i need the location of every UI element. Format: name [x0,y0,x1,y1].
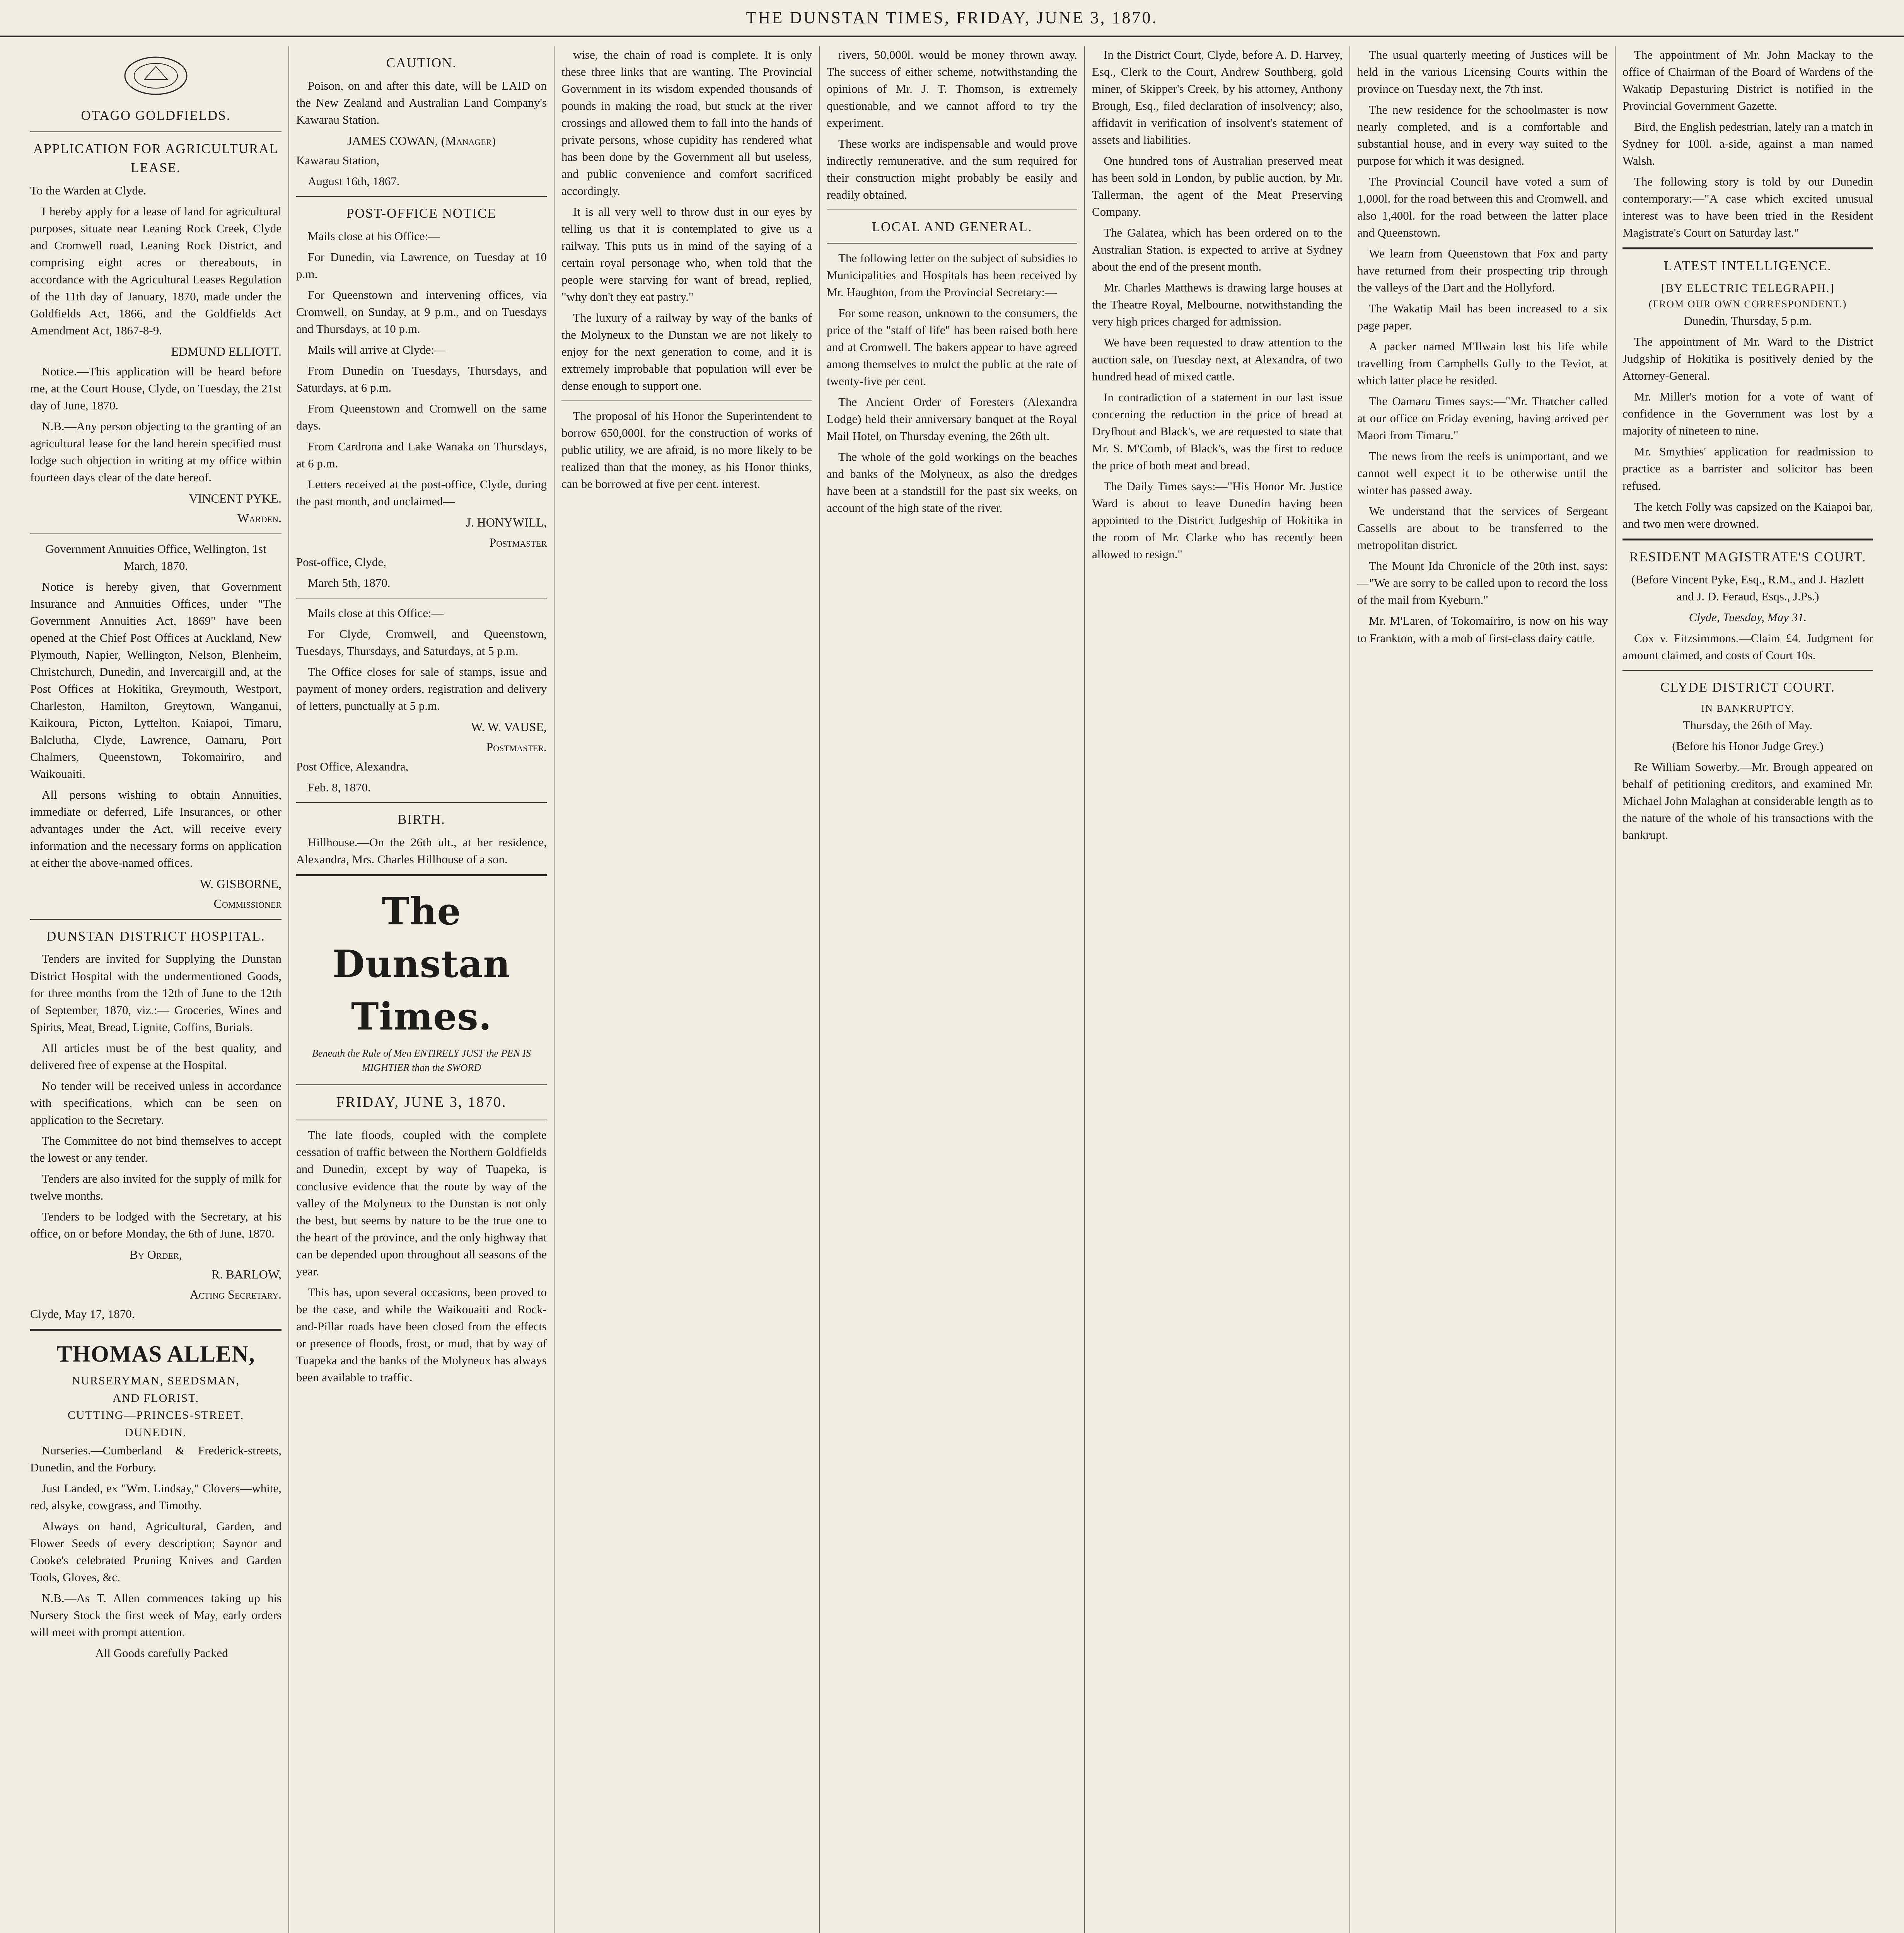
post-body: Mails will arrive at Clyde:— [308,343,447,356]
article-paragraph: Mr. M'Laren, of Tokomairiro, is now on his way to Frankton, with a mob of first-class dairy cattle. [1357,614,1608,645]
article-paragraph: The Provincial Council have voted a sum of 1,000l. for the road between this and Cromwell, and also 1,400l. for the road between the latter place and Queenstown. [1357,175,1608,240]
lease-addressee: To the Warden at Clyde. [30,184,147,198]
allen-body: Just Landed, ex "Wm. Lindsay," Clovers—white, red, alsyke, cowgrass, and Timothy. [30,1481,282,1512]
lease-warden: VINCENT PYKE. [189,491,282,505]
latest-heading: LATEST INTELLIGENCE. [1663,258,1832,274]
article-paragraph: Mr. Smythies' application for readmission to practice as a barrister and solicitor has been refused. [1622,445,1873,493]
article-paragraph: The ketch Folly was capsized on the Kaiapoi bar, and two men were drowned. [1622,499,1873,530]
article-paragraph: The proposal of his Honor the Superintendent to borrow 650,000l. for the construction of works of public utility, we are afraid, is no more likely to be realized than that the money, as his Honor thinks, can be borrowed at five per cent. interest. [561,409,812,491]
local-heading: LOCAL AND GENERAL. [872,219,1032,235]
issue-dateline: FRIDAY, JUNE 3, 1870. [336,1094,507,1110]
post-body: From Cardrona and Lake Wanaka on Thursdays, at 6 p.m. [296,440,547,470]
leader-paragraph: The late floods, coupled with the complete cessation of traffic between the Northern Goldfields and Dunedin, except by way of Tuapeka, is conclusive evidence that the route by way of the valley of the Molyneux to the Dunstan is not only the best, but seems by nature to be the true one to the heart of the province, and the only highway that can be depended upon throughout all seasons of the year. [296,1128,547,1278]
lease-notice: Notice.—This application will be heard before me, at the Court House, Clyde, on Tuesday, the 21st day of June, 1870. [30,364,282,412]
post2-body: Mails close at this Office:— [308,606,444,620]
allen-packed: All Goods carefully Packed [95,1646,228,1660]
post-body: Letters received at the post-office, Clyde, during the past month, and unclaimed— [296,477,547,508]
article-paragraph: For some reason, unknown to the consumers, the price of the "staff of life" has been raised both here and at Cromwell. The bakers appear to have agreed among themselves to mulct the public at the rate of twenty-five per cent. [827,306,1077,388]
caution-signer: JAMES COWAN, (Manager) [347,133,496,148]
lease-warden-title: Warden. [237,511,282,525]
article-paragraph: The Wakatip Mail has been increased to a six page paper. [1357,302,1608,332]
allen-nb: N.B.—As T. Allen commences taking up his Nursery Stock the first week of May, early orders will meet with prompt attention. [30,1591,282,1639]
article-paragraph: The Daily Times says:—"His Honor Mr. Justice Ward is about to leave Dunedin having been appointed to the District Judgeship of Hokitika in the room of Mr. Clarke who has recently been allowed to resign." [1092,479,1343,561]
latest-sub: [BY ELECTRIC TELEGRAPH.] [1661,281,1835,295]
article-paragraph: The new residence for the schoolmaster is now nearly completed, and is a comfortable and substantial house, and in every way suited to the purpose for which it was designed. [1357,103,1608,168]
section-heading: OTAGO GOLDFIELDS. [81,108,231,123]
article-paragraph: We learn from Queenstown that Fox and party have returned from their prospecting trip through the valleys of the Dart and the Hollyford. [1357,247,1608,295]
divider [296,196,547,197]
birth-heading: BIRTH. [398,812,445,827]
post2-body: For Clyde, Cromwell, and Queenstown, Tuesdays, Thursdays, and Saturdays, at 5 p.m. [296,627,547,658]
column-2 [288,46,554,1933]
caution-heading: CAUTION. [386,55,457,70]
column-5 [1084,46,1350,1933]
annuities-place: Government Annuities Office, Wellington, 1st March, 1870. [45,542,266,573]
post2-date: Feb. 8, 1870. [308,781,371,794]
lease-signer: EDMUND ELLIOTT. [171,344,282,359]
post-body: From Queenstown and Cromwell on the same days. [296,402,547,433]
divider [30,1329,282,1331]
annuities-signer: W. GISBORNE, [200,876,282,891]
column-3 [554,46,819,1933]
hospital-body: Tenders are also invited for the supply of milk for twelve months. [30,1171,282,1202]
article-paragraph: rivers, 50,000l. would be money thrown away. The success of either scheme, notwithstanding the opinions of Mr. J. T. Thomson, is extremely questionable, and we cannot afford to try the experiment. [827,48,1077,130]
birth-body: Hillhouse.—On the 26th ult., at her residence, Alexandra, Mrs. Charles Hillhouse of a son. [296,835,547,866]
hospital-signer-title: Acting Secretary. [189,1287,282,1301]
divider [1622,670,1873,671]
caution-place: Kawarau Station, [296,153,380,167]
article-paragraph: Cox v. Fitzsimmons.—Claim £4. Judgment for amount claimed, and costs of Court 10s. [1622,631,1873,662]
divider [30,131,282,132]
district-court-sub: IN BANKRUPTCY. [1701,703,1795,714]
post-place: Post-office, Clyde, [296,555,386,569]
article-paragraph: These works are indispensable and would prove indirectly remunerative, and the sum required for their construction might probably be easily and readily obtained. [827,137,1077,202]
post-body: From Dunedin on Tuesdays, Thursdays, and Saturdays, at 6 p.m. [296,364,547,395]
lease-nb: N.B.—Any person objecting to the granting of an agricultural lease for the land herein specified must lodge such objection in writing at my office within fourteen days clear of the date hereof. [30,419,282,484]
divider [30,919,282,920]
divider [296,874,547,876]
allen-street: CUTTING—PRINCES-STREET, [67,1409,244,1422]
rm-dateline: Clyde, Tuesday, May 31. [1689,610,1807,624]
rm-court-heading: RESIDENT MAGISTRATE'S COURT. [1629,549,1866,564]
divider [296,1084,547,1085]
column-4 [819,46,1084,1933]
district-court-dateline: Thursday, the 26th of May. [1683,718,1813,732]
post-body: For Queenstown and intervening offices, via Cromwell, on Sunday, at 9 p.m., and on Tuesdays and Thursdays, at 10 p.m. [296,288,547,336]
allen-and: AND FLORIST, [113,1391,199,1405]
motto: Beneath the Rule of Men ENTIRELY JUST the PEN IS MIGHTIER than the SWORD [312,1047,531,1073]
post2-signer: W. W. VAUSE, [471,720,547,734]
column-6 [1350,46,1615,1933]
article-paragraph: Bird, the English pedestrian, lately ran a match in Sydney for 100l. a-side, against a man named Walsh. [1622,120,1873,168]
hospital-body: No tender will be received unless in accordance with specifications, which can be seen on application to the Secretary. [30,1079,282,1127]
latest-correspondent: (FROM OUR OWN CORRESPONDENT.) [1648,298,1847,310]
article-paragraph: In the District Court, Clyde, before A. D. Harvey, Esq., Clerk to the Court, Andrew Southberg, gold miner, of Skipper's Creek, by his attorney, Anthony Brough, Esq., filed declaration of insolvency; also, affidavit in verification of insolvent's statement of assets and liabilities. [1092,48,1343,147]
paper-name: The Dunstan Times. [332,889,511,1039]
article-paragraph: The appointment of Mr. Ward to the District Judgship of Hokitika is positively denied by the Attorney-General. [1622,335,1873,383]
article-paragraph: It is all very well to throw dust in our eyes by telling us that it is contemplated to give us a railway. This puts us in mind of the saying of a certain royal personage who, when told that the people were starving for want of bread, replied, "why don't they eat pastry." [561,205,812,304]
post-date: March 5th, 1870. [308,576,391,590]
post2-body: The Office closes for sale of stamps, issue and payment of money orders, registration and delivery of letters, punctually at 5 p.m. [296,665,547,713]
article-paragraph: The following story is told by our Dunedin contemporary:—"A case which excited unusual interest was to have been tried in the Resident Magistrate's Court on Saturday last." [1622,175,1873,240]
caution-date: August 16th, 1867. [308,174,400,188]
column-7 [1615,46,1880,1933]
divider [827,243,1077,244]
article-paragraph: The Galatea, which has been ordered on to the Australian Station, is expected to arrive at Sydney about the end of the present month. [1092,226,1343,274]
post-body: Mails close at his Office:— [308,229,440,243]
article-paragraph: The following letter on the subject of subsidies to Municipalities and Hospitals has been received by Mr. Haughton, from the Provincial Secretary:— [827,251,1077,299]
article-paragraph: The news from the reefs is unimportant, and we cannot well expect it to be otherwise until the winter has passed away. [1357,449,1608,497]
lease-body: I hereby apply for a lease of land for agricultural purposes, situate near Leaning Rock Creek, Clyde and Cromwell road, Leaning Rock District, and comprising eight acres or thereabouts, in accordance with the Agricultural Leases Regulation of the 11th day of January, 1870, made under the Goldfields Act, 1866, and the Goldfields Act Amendment Act, 1867-8-9. [30,205,282,338]
annuities-signer-title: Commissioner [213,897,282,911]
divider [1622,247,1873,249]
post2-signer-title: Postmaster. [486,740,547,754]
leader-paragraph: This has, upon several occasions, been proved to be the case, and while the Waikouaiti and Rock-and-Pillar roads have been closed from the effects or presence of floods, frost, or mud, that by way of Tuapeka and the banks of the Molyneux has always been available to traffic. [296,1285,547,1384]
allen-town: DUNEDIN. [125,1426,187,1439]
post-signer: J. HONYWILL, [466,515,547,530]
rm-bench: (Before Vincent Pyke, Esq., R.M., and J. Hazlett and J. D. Feraud, Esqs., J.Ps.) [1631,573,1864,603]
article-paragraph: The Oamaru Times says:—"Mr. Thatcher called at our office on Friday evening, having arrived per Maori from Timaru." [1357,394,1608,442]
provincial-seal-icon [117,53,194,99]
hospital-body: Tenders to be lodged with the Secretary, at his office, on or before Monday, the 6th of June, 1870. [30,1209,282,1240]
post-body: For Dunedin, via Lawrence, on Tuesday at 10 p.m. [296,250,547,281]
article-paragraph: The Ancient Order of Foresters (Alexandra Lodge) held their anniversary banquet at the Royal Mail Hotel, on Thursday evening, the 26th ult. [827,395,1077,443]
caution-body: Poison, on and after this date, will be LAID on the New Zealand and Australian Land Company's Kawarau Station. [296,78,547,126]
allen-trade: NURSERYMAN, SEEDSMAN, [72,1374,240,1388]
hospital-body: Tenders are invited for Supplying the Dunstan District Hospital with the undermentioned Goods, for three months from the 12th of June to the 12th of September, 1870, viz.:— Groceries, Wines and Spirits, Meat, Bread, Lignite, Coffins, Burials. [30,952,282,1034]
article-paragraph: In contradiction of a statement in our last issue concerning the reduction in the price of bread at Dryfhout and Black's, we are requested to state that Mr. S. M'Comb, of Black's, was the first to reduce the price of both meat and bread. [1092,390,1343,472]
post-signer-title: Postmaster [489,535,547,549]
hospital-body: All articles must be of the best quality, and delivered free of expense at the Hospital. [30,1041,282,1072]
article-paragraph: We have been requested to draw attention to the auction sale, on Tuesday next, at Alexandra, of two hundred head of mixed cattle. [1092,336,1343,384]
article-paragraph: A packer named M'Ilwain lost his life while travelling from Campbells Gully to the Teviot, at which latter place he resided. [1357,339,1608,387]
district-court-judge: (Before his Honor Judge Grey.) [1672,739,1824,753]
hospital-heading: DUNSTAN DISTRICT HOSPITAL. [46,928,265,944]
article-paragraph: The appointment of Mr. John Mackay to the office of Chairman of the Board of Wardens of the Wakatip Depasturing District is notified in the Provincial Government Gazette. [1622,48,1873,113]
column-1 [23,46,288,1933]
hospital-order: By Order, [130,1247,182,1261]
annuities-body: Notice is hereby given, that Government Insurance and Annuities Offices, under "The Government Annuities Act, 1869" have been opened at the Chief Post Offices at Auckland, New Plymouth, Napier, Wellington, Nelson, Blenheim, Christchurch, Dunedin, and Invercargill and, at the Post Offices at Hokitika, Greymouth, Westport, Charleston, Hamilton, Greytown, Wanganui, Kaikoura, Picton, Lyttelton, Kaiapoi, Timaru, Balclutha, Clyde, Lawrence, Oamaru, Port Chalmers, Queenstown, Tokomairiro, and Waikouaiti. [30,580,282,781]
article-paragraph: The luxury of a railway by way of the banks of the Molyneux to the Dunstan we are not likely to enjoy for the next generation to come, and it is extremely improbable that population will ever be dense enough to support one. [561,311,812,393]
article-paragraph: The usual quarterly meeting of Justices will be held in the various Licensing Courts within the province on Tuesday next, the 7th inst. [1357,48,1608,96]
article-paragraph: Re William Sowerby.—Mr. Brough appeared on behalf of petitioning creditors, and examined Mr. Michael John Malaghan at considerable length as to the nature of the whole of his transactions with the bankrupt. [1622,760,1873,842]
lease-heading: APPLICATION FOR AGRICULTURAL LEASE. [33,141,279,176]
hospital-date: Clyde, May 17, 1870. [30,1307,135,1321]
allen-body: Always on hand, Agricultural, Garden, and Flower Seeds of every description; Saynor and Cooke's celebrated Pruning Knives and Garden Tools, Gloves, &c. [30,1519,282,1584]
columns [23,46,1881,1933]
annuities-body: All persons wishing to obtain Annuities, immediate or deferred, Life Insurances, or other advantages under the Act, will receive every information and the necessary forms on application at either the above-named offices. [30,788,282,869]
allen-nurseries: Nurseries.—Cumberland & Frederick-streets, Dunedin, and the Forbury. [30,1443,282,1474]
latest-dateline: Dunedin, Thursday, 5 p.m. [1684,314,1812,328]
article-paragraph: Mr. Charles Matthews is drawing large houses at the Theatre Royal, Melbourne, notwithstanding the very high prices charged for admission. [1092,281,1343,329]
article-paragraph: Mr. Miller's motion for a vote of want of confidence in the Government was lost by a majority of nineteen to nine. [1622,390,1873,438]
article-paragraph: The Mount Ida Chronicle of the 20th inst. says:—"We are sorry to be called upon to record the loss of the mail from Kyeburn." [1357,559,1608,607]
article-paragraph: One hundred tons of Australian preserved meat has been sold in London, by public auction, by Mr. Tallerman, the agent of the Meat Preserving Company. [1092,154,1343,219]
post-heading: POST-OFFICE NOTICE [346,206,496,221]
divider [296,802,547,803]
paper-title-block [296,885,547,1075]
allen-name: THOMAS ALLEN, [56,1341,255,1367]
divider [1622,539,1873,540]
article-paragraph: We understand that the services of Sergeant Cassells are about to be transferred to the metropolitan district. [1357,504,1608,552]
post2-place: Post Office, Alexandra, [296,760,409,773]
article-paragraph: wise, the chain of road is complete. It is only these three links that are wanting. The Provincial Government in its wisdom expended thousands of pounds in making the road, but stuck at the river crossings and allowed them to fall into the hands of private persons, whose cupidity has rendered what has been done by the Government all but useless, and public convenience and comfort sacrificed accordingly. [561,48,812,198]
masthead: THE DUNSTAN TIMES, FRIDAY, JUNE 3, 1870. [0,0,1904,37]
hospital-body: The Committee do not bind themselves to accept the lowest or any tender. [30,1134,282,1164]
article-paragraph: The whole of the gold workings on the beaches and banks of the Molyneux, as also the dredges have been at a standstill for the past six weeks, on account of the high state of the river. [827,450,1077,515]
district-court-heading: CLYDE DISTRICT COURT. [1660,680,1836,695]
hospital-signer: R. BARLOW, [211,1267,282,1282]
